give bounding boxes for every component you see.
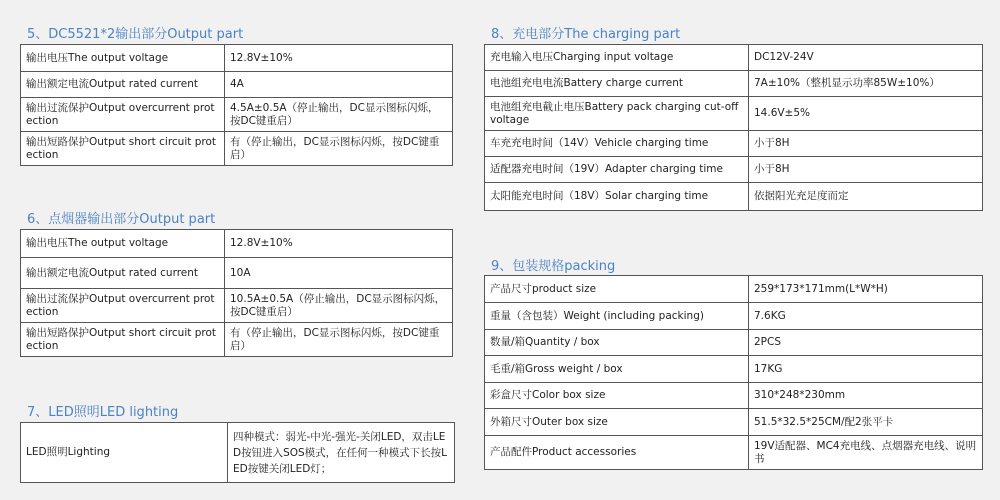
spec-value: 12.8V±10% (225, 45, 453, 72)
spec-label: LED照明Lighting (21, 423, 228, 483)
spec-value: 有（停止输出，DC显示图标闪烁，按DC键重启） (225, 132, 453, 166)
spec-label: 输出短路保护Output short circuit protection (21, 132, 225, 166)
spec-value: DC12V-24V (749, 45, 983, 71)
table-row (21, 323, 453, 357)
spec-value: 小于8H (749, 157, 983, 183)
table-row (21, 289, 453, 323)
spec-label: 输出过流保护Output overcurrent protection (21, 98, 225, 132)
spec-value: 依据阳光充足度而定 (749, 183, 983, 211)
section-8-title: 8、充电部分The charging part (491, 27, 681, 42)
spec-value: 259*173*171mm(L*W*H) (749, 276, 983, 303)
spec-value: 7A±10%（整机显示功率85W±10%） (749, 71, 983, 97)
spec-value: 310*248*230mm (749, 383, 983, 409)
table-row (485, 183, 983, 211)
section-7-table (20, 422, 455, 483)
table-row (485, 356, 983, 383)
spec-value: 4A (225, 72, 453, 98)
table-row (485, 45, 983, 71)
spec-label: 产品尺寸product size (485, 276, 749, 303)
spec-value: 12.8V±10% (225, 230, 453, 258)
spec-label: 输出额定电流Output rated current (21, 72, 225, 98)
spec-label: 外箱尺寸Outer box size (485, 409, 749, 436)
table-row (21, 132, 453, 166)
spec-value: 19V适配器、MC4充电线、点烟器充电线、说明书 (749, 436, 983, 470)
spec-label: 电池组充电截止电压Battery pack charging cut-off voltage (485, 97, 749, 131)
spec-label: 适配器充电时间（19V）Adapter charging time (485, 157, 749, 183)
table-row (485, 303, 983, 330)
table-row (21, 72, 453, 98)
table-row (21, 98, 453, 132)
table-row (485, 71, 983, 97)
table-row (21, 423, 455, 483)
table-row (485, 131, 983, 157)
section-9-title: 9、包装规格packing (491, 259, 616, 274)
spec-label: 数量/箱Quantity / box (485, 330, 749, 356)
table-row (485, 157, 983, 183)
spec-value: 小于8H (749, 131, 983, 157)
section-8-table (484, 44, 983, 211)
spec-label: 车充充电时间（14V）Vehicle charging time (485, 131, 749, 157)
spec-label: 太阳能充电时间（18V）Solar charging time (485, 183, 749, 211)
table-row (21, 45, 453, 72)
spec-value: 有（停止输出，DC显示图标闪烁，按DC键重启） (225, 323, 453, 357)
spec-label: 输出过流保护Output overcurrent protection (21, 289, 225, 323)
spec-value: 51.5*32.5*25CM/配2张平卡 (749, 409, 983, 436)
table-row (485, 409, 983, 436)
section-5-table (20, 44, 453, 166)
section-5-title: 5、DC5521*2输出部分Output part (27, 27, 244, 42)
spec-value: 14.6V±5% (749, 97, 983, 131)
section-6-table (20, 229, 453, 357)
table-row (485, 330, 983, 356)
table-row (485, 436, 983, 470)
section-6-title: 6、点烟器输出部分Output part (27, 212, 216, 227)
spec-label: 充电输入电压Charging input voltage (485, 45, 749, 71)
spec-value: 四种模式：弱光-中光-强光-关闭LED，双击LED按钮进入SOS模式，在任何一种模式下长按LED按键关闭LED灯； (228, 423, 455, 483)
table-row (21, 258, 453, 289)
spec-label: 输出电压The output voltage (21, 230, 225, 258)
spec-value: 17KG (749, 356, 983, 383)
spec-value: 2PCS (749, 330, 983, 356)
spec-label: 输出短路保护Output short circuit protection (21, 323, 225, 357)
spec-value: 4.5A±0.5A（停止输出，DC显示图标闪烁，按DC键重启） (225, 98, 453, 132)
spec-label: 输出额定电流Output rated current (21, 258, 225, 289)
spec-label: 输出电压The output voltage (21, 45, 225, 72)
section-9-table (484, 275, 983, 470)
spec-label: 重量（含包装）Weight (including packing) (485, 303, 749, 330)
spec-label: 彩盒尺寸Color box size (485, 383, 749, 409)
table-row (21, 230, 453, 258)
spec-label: 毛重/箱Gross weight / box (485, 356, 749, 383)
table-row (485, 383, 983, 409)
table-row (485, 97, 983, 131)
spec-label: 电池组充电电流Battery charge current (485, 71, 749, 97)
section-7-title: 7、LED照明LED lighting (27, 405, 179, 420)
spec-label: 产品配件Product accessories (485, 436, 749, 470)
table-row (485, 276, 983, 303)
spec-value: 10.5A±0.5A（停止输出，DC显示图标闪烁，按DC键重启） (225, 289, 453, 323)
spec-value: 10A (225, 258, 453, 289)
spec-value: 7.6KG (749, 303, 983, 330)
